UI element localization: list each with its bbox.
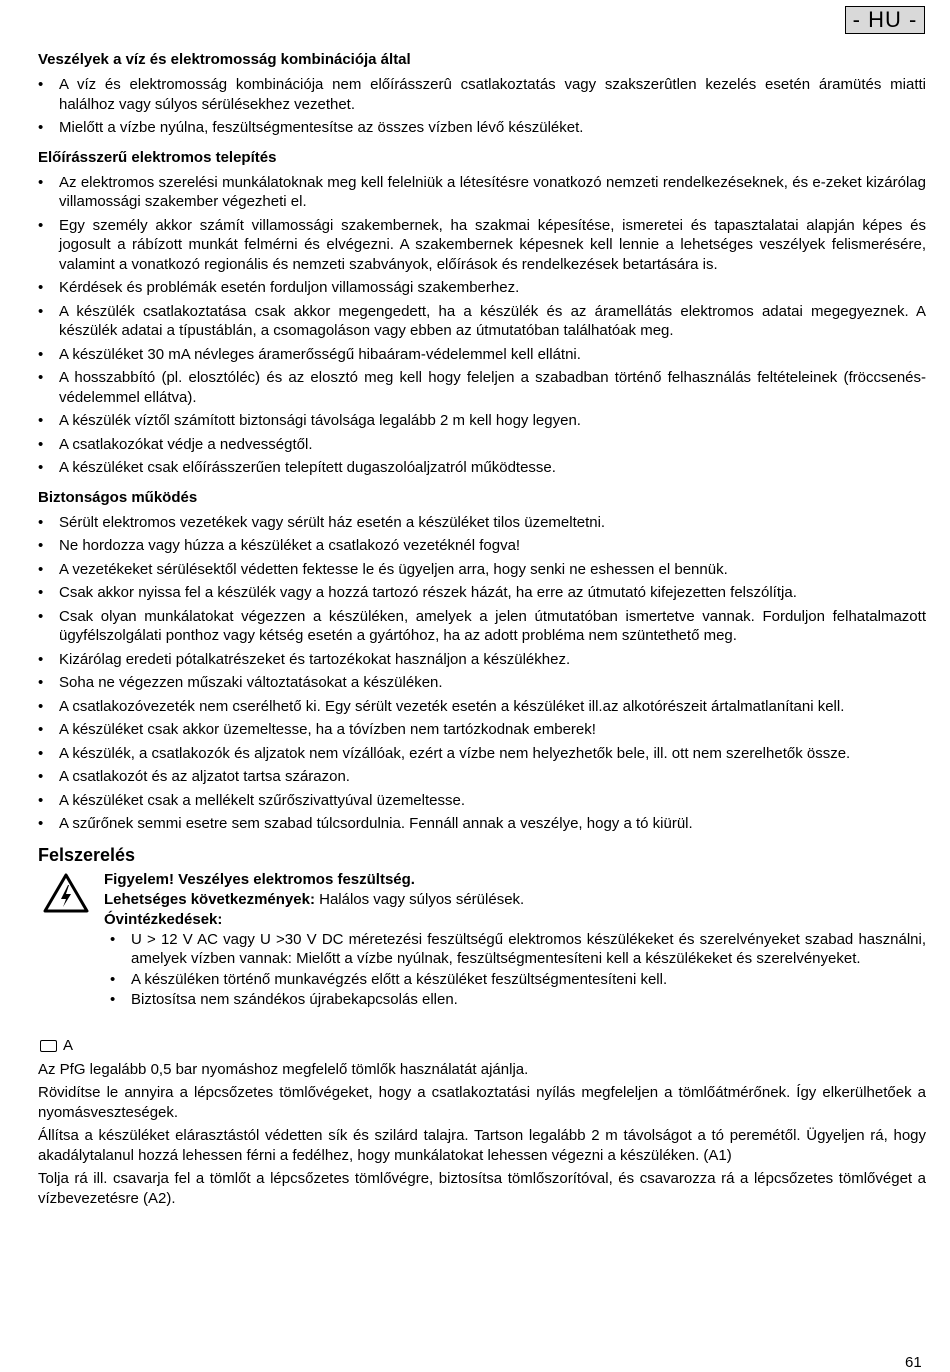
list-item: • Csak akkor nyissa fel a készülék vagy a hozzá tartozó részek házát, ha erre az útmutató kifejezetten felszólítja. (38, 583, 926, 603)
list-item: • A készülék csatlakoztatása csak akkor megengedett, ha a készülék és az áramellátás elektromos adatai megegyeznek. A készülék adatai a típustáblán, a csomagoláson vagy ebben az útmutatóban találhatóak meg. (38, 302, 926, 341)
list-item: • Csak olyan munkálatokat végezzen a készüléken, amelyek a jelen útmutatóban ismertetve vannak. Forduljon felhatalmazott ügyfélszolgálati ponthoz vagy kétség esetén a gyártóhoz, ha az adott probléma nem szüntethető meg. (38, 607, 926, 646)
section-hazards (38, 50, 926, 138)
installation-heading: Felszerelés (38, 844, 136, 865)
list-item: • U > 12 V AC vagy U >30 V DC méretezési feszültségű elektromos készülékeket és szerelvényeket szabad használni, amelyek vízben vannak: Mielőtt a vízbe nyúlnak, feszültségmentesíteni kell a készülékeket és szerelvényeket. (110, 930, 926, 969)
figure-icon (40, 1040, 57, 1052)
list-item: • Egy személy akkor számít villamossági szakembernek, ha szakmai képesítése, ismeretei és tapasztalatai alapján képes és jogosult a rábízott munkát felmérni és elvégezni. A szakembernek képesnek kell lennie a lehetséges veszélyek felismerésére, valamint a vonatkozó regionális és nemzeti szabványok, előírások és rendelkezések betartására is. (38, 216, 926, 275)
precautions-list (104, 930, 926, 1010)
list-item: • A víz és elektromosság kombinációja nem előírásszerû csatlakoztatás vagy szakszerûtlen kezelés esetén áramütés miatti halálhoz vagy súlyos sérülésekhez vezethet. (38, 75, 926, 114)
section-heading: Biztonságos működés (38, 488, 198, 506)
paragraph: Tolja rá ill. csavarja fel a tömlőt a lépcsőzetes tömlővégre, biztosítsa tömlőszorítóval, és csavarozza rá a lépcsőzetes tömlővéget a vízbevezetésre (A2). (38, 1170, 926, 1207)
warning-title: Figyelem! Veszélyes elektromos feszültség. (104, 870, 415, 888)
list-item: • Mielőtt a vízbe nyúlna, feszültségmentesítse az összes vízben lévő készüléket. (38, 118, 926, 138)
list-item: • A készülék, a csatlakozók és aljzatok nem vízállóak, ezért a vízbe nem helyezhetők bele, ill. ott nem szerelhetők össze. (38, 744, 926, 764)
precautions-label: Óvintézkedések: (104, 910, 223, 928)
list-item: • Sérült elektromos vezetékek vagy sérült ház esetén a készüléket tilos üzemeltetni. (38, 513, 926, 533)
electric-hazard-icon (42, 872, 90, 914)
page-content (38, 50, 926, 1208)
list-item: • Ne hordozza vagy húzza a készüléket a csatlakozó vezetéknél fogva! (38, 536, 926, 556)
section-electrical-installation (38, 148, 926, 478)
list-item: • A csatlakozókat védje a nedvességtől. (38, 435, 926, 455)
list-item: • Az elektromos szerelési munkálatoknak meg kell felelniük a létesítésre vonatkozó nemzeti rendelkezéseknek, és e-zeket kizárólag villamossági szakember végezheti el. (38, 173, 926, 212)
warning-consequences (104, 890, 926, 910)
list-item: • A csatlakozót és az aljzatot tartsa szárazon. (38, 767, 926, 787)
list-item: • A készülék víztől számított biztonsági távolsága legalább 2 m kell hogy legyen. (38, 411, 926, 431)
list-item: • A készüléket csak akkor üzemeltesse, ha a tóvízben nem tartózkodnak emberek! (38, 720, 926, 740)
list-item: • A szűrőnek semmi esetre sem szabad túlcsordulnia. Fennáll annak a veszélye, hogy a tó kiürül. (38, 814, 926, 834)
figure-label: A (63, 1036, 74, 1054)
list-item: • A készüléket csak a mellékelt szűrőszivattyúval üzemeltesse. (38, 791, 926, 811)
list-item: • A csatlakozóvezeték nem cserélhető ki. Egy sérült vezeték esetén a készüléket ill.az alkotórészeit ártalmatlanítani kell. (38, 697, 926, 717)
paragraph: Az PfG legalább 0,5 bar nyomáshoz megfelelő tömlők használatát ajánlja. (38, 1060, 529, 1078)
bullet-list (38, 75, 926, 138)
list-item: • Kérdések és problémák esetén forduljon villamossági szakemberhez. (38, 278, 926, 298)
list-item: • A készüléket 30 mA névleges áramerősségű hibaáram-védelemmel kell ellátni. (38, 345, 926, 365)
list-item: • A vezetékeket sérülésektől védetten fektesse le és ügyeljen arra, hogy senki ne eshessen el bennük. (38, 560, 926, 580)
paragraph: Rövidítse le annyira a lépcsőzetes tömlővégeket, hogy a csatlakoztatási nyílás megfeleljen a tömlőátmérőnek. Így elkerülhetőek a nyomásveszteségek. (38, 1084, 926, 1121)
list-item: • Kizárólag eredeti pótalkatrészeket és tartozékokat használjon a készülékhez. (38, 650, 926, 670)
list-item: • A készüléken történő munkavégzés előtt a készüléket feszültségmentesíteni kell. (110, 970, 926, 990)
section-heading: Veszélyek a víz és elektromosság kombinációja által (38, 51, 411, 68)
consequences-label: Lehetséges következmények: (104, 890, 315, 908)
language-badge: - HU - (845, 6, 925, 34)
bullet-list (38, 173, 926, 478)
list-item: • Biztosítsa nem szándékos újrabekapcsolás ellen. (110, 990, 926, 1010)
section-safe-operation (38, 488, 926, 834)
figure-reference (38, 1036, 926, 1056)
warning-block (38, 870, 926, 1010)
list-item: • A készüléket csak előírásszerűen telepített dugaszolóaljzatról működtesse. (38, 458, 926, 478)
list-item: • A hosszabbító (pl. elosztóléc) és az elosztó meg kell hogy feleljen a szabadban történő felhasználás feltételeinek (fröccsenés-védelemmel ellátva). (38, 368, 926, 407)
consequences-text: Halálos vagy súlyos sérülések. (314, 890, 525, 908)
paragraph: Állítsa a készüléket elárasztástól védetten sík és szilárd talajra. Tartson legalább 2 m távolságot a tó peremétől. Ügyeljen rá, hogy akadálytalanul hozzá lehessen férni a fedélhez, hogy munkálatokat lehessen végezni a készüléken. (A1) (38, 1127, 926, 1164)
bullet-list (38, 513, 926, 834)
section-heading: Előírásszerű elektromos telepítés (38, 148, 277, 166)
list-item: • Soha ne végezzen műszaki változtatásokat a készüléken. (38, 673, 926, 693)
page-number: 61 (905, 1354, 922, 1371)
